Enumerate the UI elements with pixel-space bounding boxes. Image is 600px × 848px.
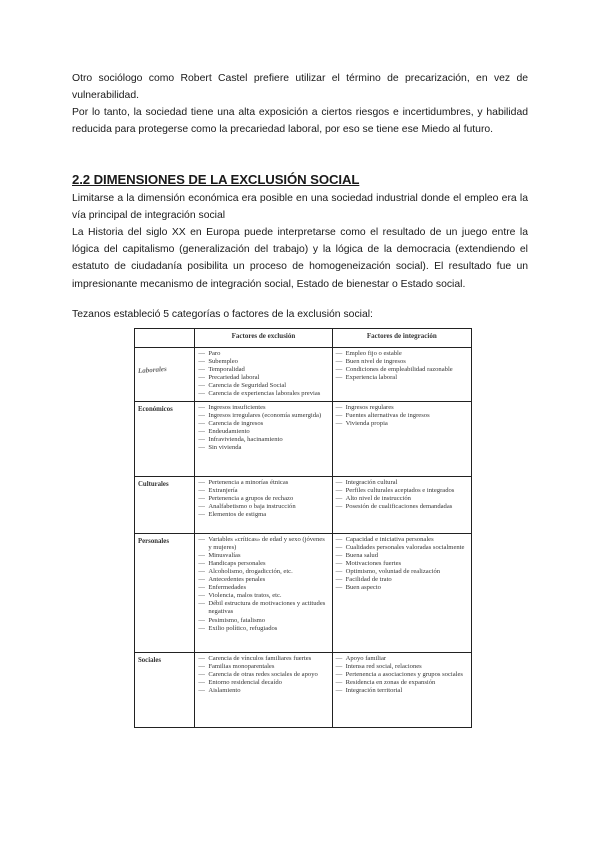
category-cell [135, 533, 195, 652]
list-item: — Cualidades personales valoradas socialmente [336, 544, 468, 552]
list-item: — Condiciones de empleabilidad razonable [336, 366, 468, 374]
list-item: — Integración territorial [336, 687, 468, 695]
paragraph-historia-siglo-xx: La Historia del siglo XX en Europa puede interpretarse como el resultado de un juego entre la lógica del capitalismo (generalización del trabajo) y la lógica de la democracia (extendiendo el estatuto de ciudadanía posibilita un proceso de homogeneización social). El resultado fue un impresionante mecanismo de integración social, Estado de bienestar o Estado social. [72, 227, 528, 290]
table-row [135, 476, 472, 533]
list-item: — Extranjería [198, 487, 328, 495]
paragraph-tezanos: Tezanos estableció 5 categorías o factores de la exclusión social: [72, 309, 373, 320]
section-heading: 2.2 DIMENSIONES DE LA EXCLUSIÓN SOCIAL [72, 172, 360, 187]
list-item: — Buen aspecto [336, 584, 468, 592]
list-item: — Intensa red social, relaciones [336, 663, 468, 671]
category-label: Laborales [137, 365, 168, 375]
list-item: — Experiencia laboral [336, 374, 468, 382]
list-item: — Endeudamiento [198, 428, 328, 436]
exclusion-cell [195, 348, 332, 402]
table-row [135, 401, 472, 476]
paragraph-castel: Otro sociólogo como Robert Castel prefiere utilizar el término de precarización, en vez de vulnerabilidad. [72, 73, 528, 102]
list-item: — Temporalidad [198, 366, 328, 374]
list-item: — Subempleo [198, 358, 328, 366]
list-item: — Precariedad laboral [198, 374, 328, 382]
integracion-cell [332, 476, 471, 533]
list-item: — Integración cultural [336, 479, 468, 487]
integracion-cell [332, 401, 471, 476]
list-item: — Entorno residencial decaído [198, 679, 328, 687]
list-item: — Analfabetismo o baja instrucción [198, 503, 328, 511]
list-item: — Ingresos regulares [336, 404, 468, 412]
paragraph-dimension-economica: Limitarse a la dimensión económica era posible en una sociedad industrial donde el empleo era la vía principal de integración social [72, 193, 528, 222]
list-item: — Sin vivienda [198, 444, 328, 452]
list-item: — Perfiles culturales aceptados e integrados [336, 487, 468, 495]
exclusion-cell [195, 476, 332, 533]
integracion-cell [332, 348, 471, 402]
list-item: — Facilidad de trato [336, 576, 468, 584]
list-item: — Aislamiento [198, 687, 328, 695]
list-item: — Pertenencia a minorías étnicas [198, 479, 328, 487]
list-item: — Empleo fijo o estable [336, 350, 468, 358]
list-item: — Motivaciones fuertes [336, 560, 468, 568]
integracion-list [336, 479, 468, 511]
exclusion-list [198, 350, 328, 399]
list-item: — Vivienda propia [336, 420, 468, 428]
exclusion-cell [195, 652, 332, 727]
category-label: Económicos [138, 405, 173, 413]
list-item: — Fuentes alternativas de ingresos [336, 412, 468, 420]
list-item: — Infravivienda, hacinamiento [198, 436, 328, 444]
table-row [135, 533, 472, 652]
list-item: — Buena salud [336, 552, 468, 560]
list-item: — Minusvalías [198, 552, 328, 560]
integracion-list [336, 655, 468, 695]
list-item: — Pesimismo, fatalismo [198, 617, 328, 625]
table-header-row [135, 329, 472, 348]
table-row [135, 348, 472, 402]
list-item: — Familias monoparentales [198, 663, 328, 671]
list-item: — Pertenencia a asociaciones y grupos sociales [336, 671, 468, 679]
list-item: — Violencia, malos tratos, etc. [198, 592, 328, 600]
integracion-cell [332, 652, 471, 727]
category-label: Personales [138, 537, 169, 545]
table-row [135, 652, 472, 727]
category-label: Culturales [138, 480, 169, 488]
list-item: — Exilio político, refugiados [198, 625, 328, 633]
list-item: — Carencia de vínculos familiares fuertes [198, 655, 328, 663]
category-label: Sociales [138, 656, 162, 664]
exclusion-list [198, 655, 328, 695]
list-item: — Ingresos irregulares (economía sumergida) [198, 412, 328, 420]
header-exclusion: Factores de exclusión [195, 329, 332, 348]
integracion-cell [332, 533, 471, 652]
factors-table-image [134, 328, 472, 770]
list-item: — Paro [198, 350, 328, 358]
list-item: — Carencia de otras redes sociales de apoyo [198, 671, 328, 679]
exclusion-cell [195, 401, 332, 476]
header-category [135, 329, 195, 348]
list-item: — Enfermedades [198, 584, 328, 592]
list-item: — Alcoholismo, drogadicción, etc. [198, 568, 328, 576]
list-item: — Carencia de Seguridad Social [198, 382, 328, 390]
category-cell [135, 652, 195, 727]
integracion-list [336, 350, 468, 382]
exclusion-list [198, 479, 328, 519]
exclusion-list [198, 404, 328, 453]
list-item: — Carencia de experiencias laborales previas [198, 390, 328, 398]
list-item: — Ingresos insuficientes [198, 404, 328, 412]
list-item: — Handicaps personales [198, 560, 328, 568]
list-item: — Variables «críticas» de edad y sexo (jóvenes y mujeres) [198, 536, 328, 552]
paragraph-riesgos: Por lo tanto, la sociedad tiene una alta exposición a ciertos riesgos e incertidumbres, y habilidad reducida para protegerse como la precariedad laboral, por eso se tiene ese Miedo al futuro. [72, 107, 528, 136]
exclusion-cell [195, 533, 332, 652]
list-item: — Optimismo, voluntad de realización [336, 568, 468, 576]
category-cell [135, 401, 195, 476]
list-item: — Apoyo familiar [336, 655, 468, 663]
list-item: — Carencia de ingresos [198, 420, 328, 428]
category-cell [135, 476, 195, 533]
integracion-list [336, 536, 468, 593]
list-item: — Buen nivel de ingresos [336, 358, 468, 366]
header-integracion: Factores de integración [332, 329, 471, 348]
category-cell [135, 348, 195, 402]
list-item: — Posesión de cualificaciones demandadas [336, 503, 468, 511]
integracion-list [336, 404, 468, 428]
list-item: — Antecedentes penales [198, 576, 328, 584]
list-item: — Elementos de estigma [198, 511, 328, 519]
list-item: — Débil estructura de motivaciones y actitudes negativas [198, 600, 328, 616]
list-item: — Pertenencia a grupos de rechazo [198, 495, 328, 503]
list-item: — Alto nivel de instrucción [336, 495, 468, 503]
list-item: — Capacidad e iniciativa personales [336, 536, 468, 544]
factors-table [134, 328, 472, 728]
exclusion-list [198, 536, 328, 633]
list-item: — Residencia en zonas de expansión [336, 679, 468, 687]
